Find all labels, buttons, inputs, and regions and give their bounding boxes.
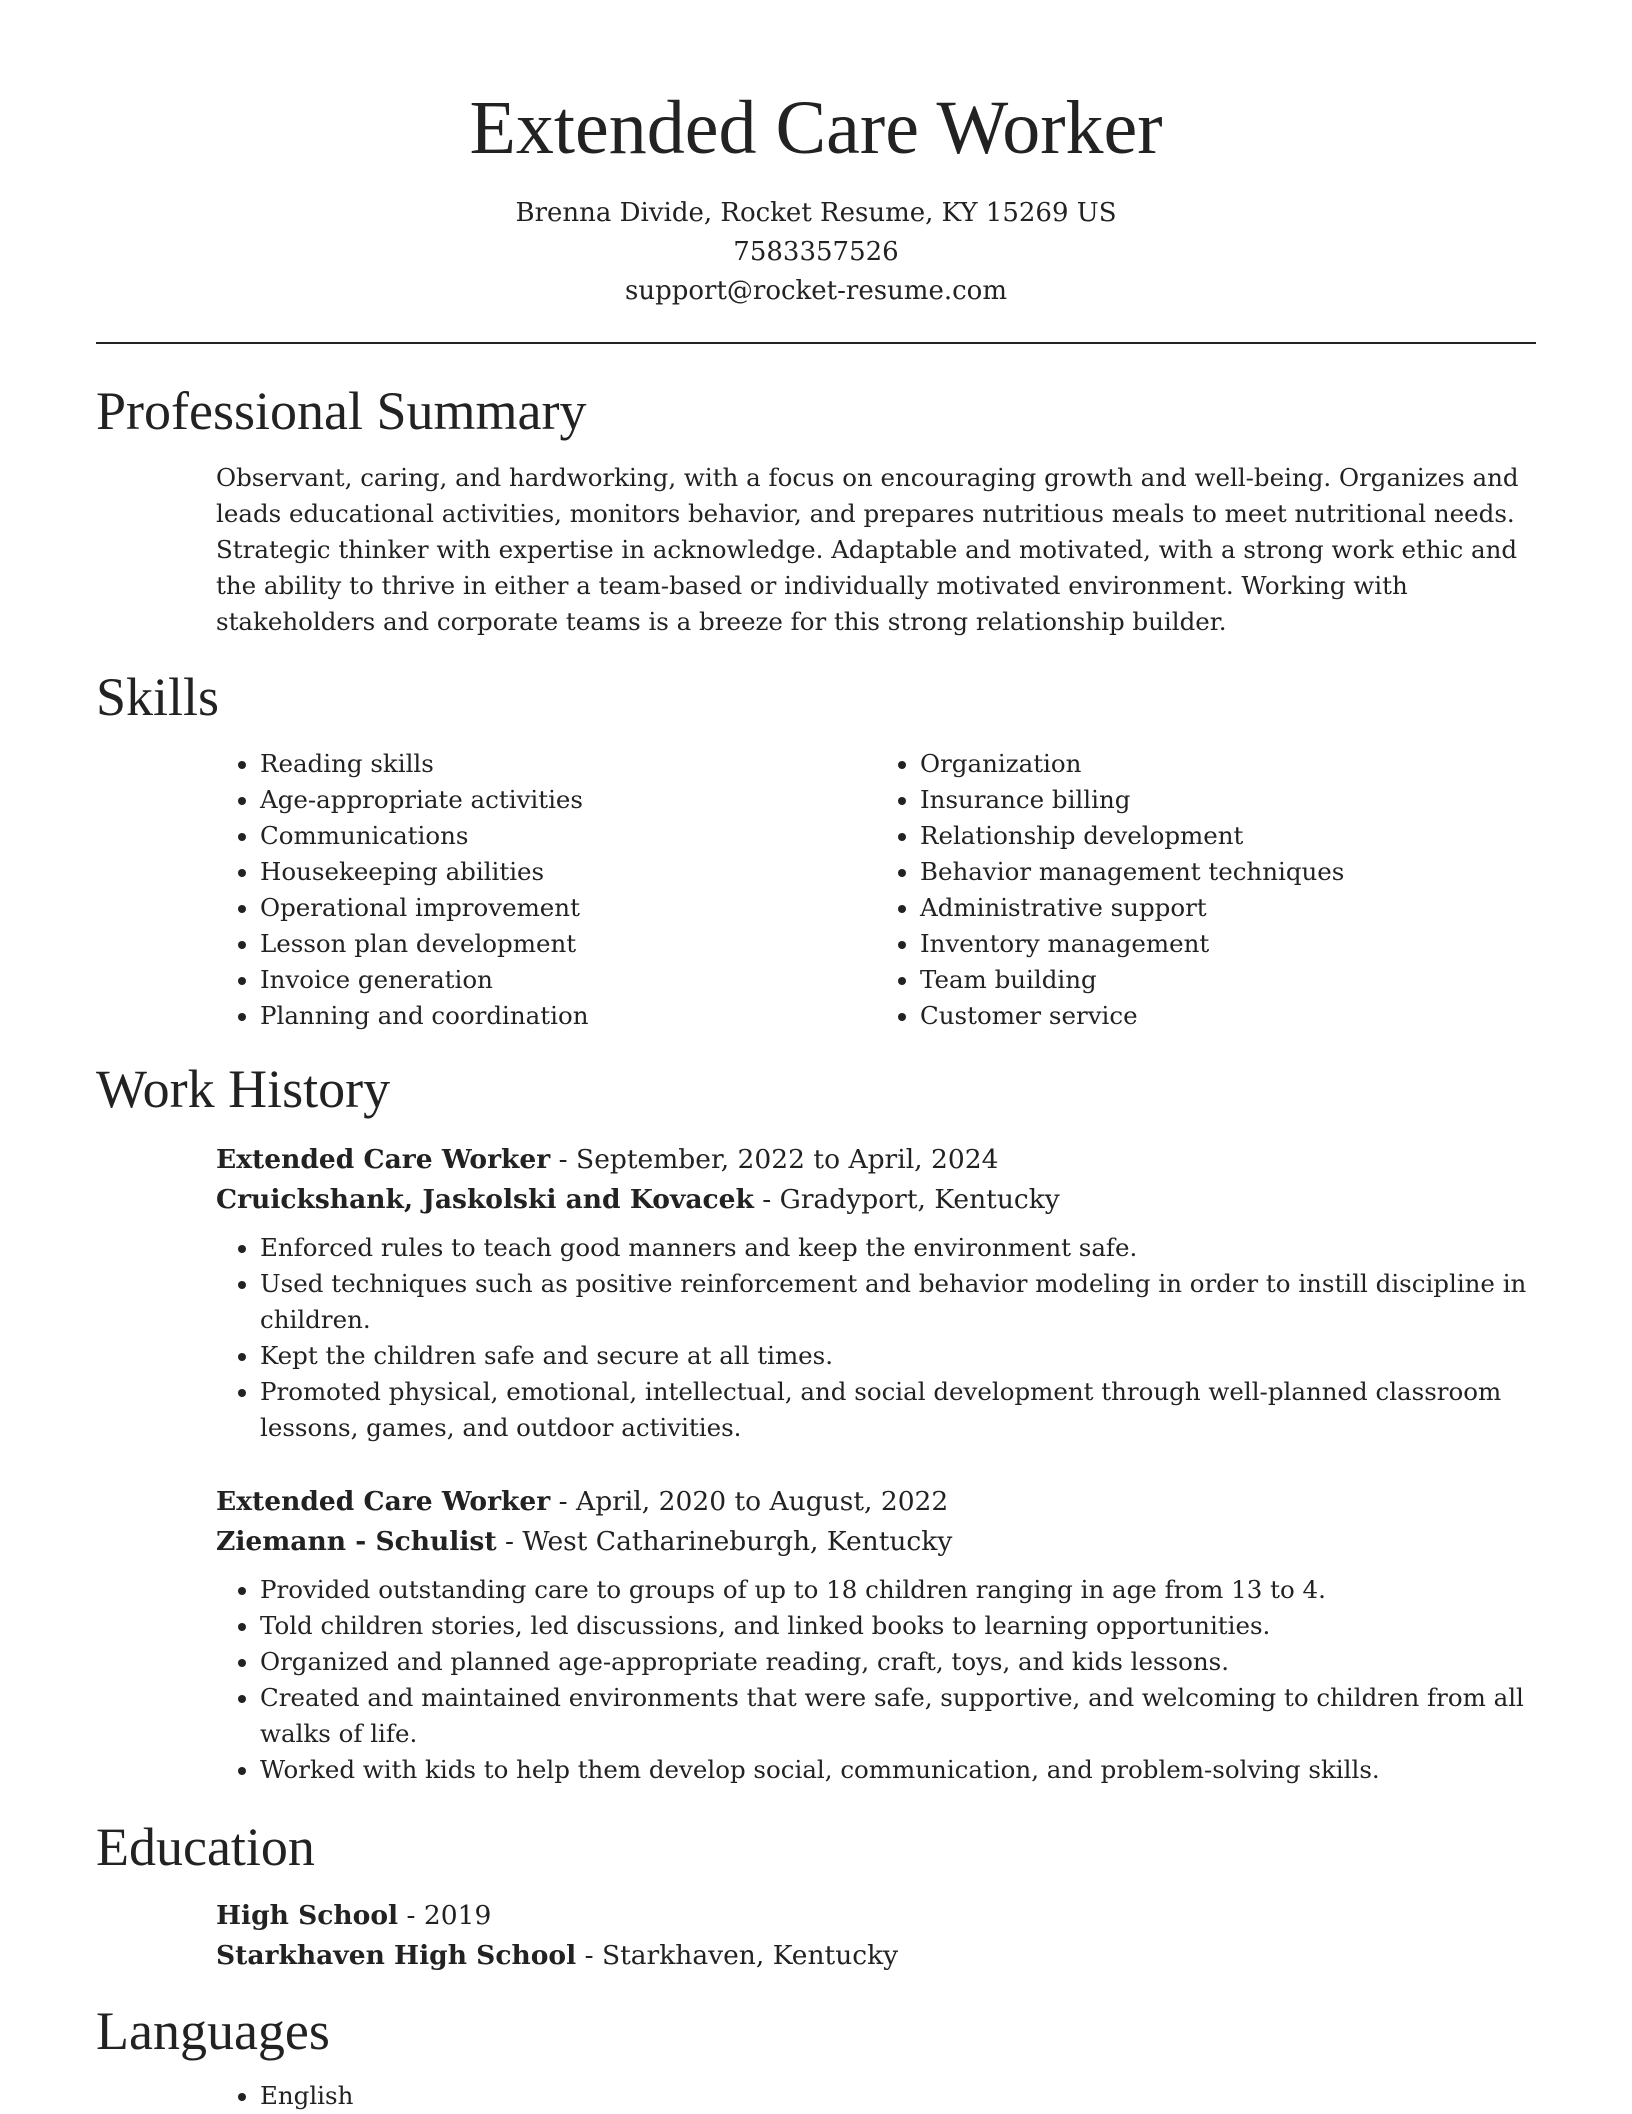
summary-section [216,460,1536,640]
skill-item: • Invoice generation [260,962,876,998]
job-duties [216,1572,1536,1788]
candidate-name: Extended Care Worker [469,86,1163,170]
job-role: Extended Care Worker [216,1144,551,1175]
education-year: - 2019 [398,1900,492,1931]
contact-address: Brenna Divide, Rocket Resume, KY 15269 US [515,198,1117,228]
skill-item: • Planning and coordination [260,998,876,1034]
job-duty-item: • Worked with kids to help them develop social, communication, and problem-solving skills. [260,1752,1536,1788]
education-heading: Education [96,1817,315,1877]
education-degree: High School [216,1900,399,1931]
resume-header [0,0,1632,311]
job-company: Ziemann - Schulist [216,1526,497,1557]
summary-text: Observant, caring, and hardworking, with a focus on encouraging growth and well-being. Organizes and leads educational activities, monitors behavior, and prepares nutritious meals to meet nutritional needs. Strategic thinker with expertise in acknowledge. Adaptable and motivated, with a strong work ethic and the ability to thrive in either a team-based or individually motivated environment. Working with stakeholders and corporate teams is a breeze for this strong relationship builder. [216,463,1519,636]
contact-email: support@rocket-resume.com [624,276,1007,306]
skill-item: • Age-appropriate activities [260,782,876,818]
job-entry [216,1140,1536,1446]
languages-heading: Languages [96,2001,330,2061]
job-duty-item: • Organized and planned age-appropriate reading, craft, toys, and kids lessons. [260,1644,1536,1680]
skills-list-right [876,746,1536,1034]
education-school-line [216,1936,1536,1976]
education-school: Starkhaven High School [216,1940,577,1971]
skill-item: • Reading skills [260,746,876,782]
skill-item: • Communications [260,818,876,854]
skill-item: • Team building [920,962,1536,998]
job-duty-item: • Provided outstanding care to groups of up to 18 children ranging in age from 13 to 4. [260,1572,1536,1608]
job-duties [216,1230,1536,1446]
job-dates: - April, 2020 to August, 2022 [550,1486,949,1517]
skills-section [216,746,1536,1034]
skill-item: • Relationship development [920,818,1536,854]
job-entry [216,1482,1536,1788]
contact-info [0,194,1632,311]
languages-list [216,2078,1536,2114]
skills-list-left [216,746,876,1034]
language-item: • English [260,2078,1536,2114]
job-role: Extended Care Worker [216,1486,551,1517]
languages-section [216,2078,1536,2114]
skill-item: • Administrative support [920,890,1536,926]
job-company-line [216,1522,1536,1562]
education-entry [216,1896,1536,1976]
job-dates: - September, 2022 to April, 2024 [550,1144,999,1175]
skill-item: • Insurance billing [920,782,1536,818]
skill-item: • Organization [920,746,1536,782]
job-title-line [216,1482,1536,1522]
job-duty-item: • Used techniques such as positive reinforcement and behavior modeling in order to instill discipline in children. [260,1266,1536,1338]
header-divider [96,342,1536,344]
skill-item: • Inventory management [920,926,1536,962]
work-history-heading: Work History [96,1059,391,1119]
job-location: - Gradyport, Kentucky [753,1184,1060,1215]
job-duty-item: • Kept the children safe and secure at all times. [260,1338,1536,1374]
skill-item: • Operational improvement [260,890,876,926]
skill-item: • Customer service [920,998,1536,1034]
skill-item: • Lesson plan development [260,926,876,962]
job-location: - West Catharineburgh, Kentucky [496,1526,953,1557]
education-degree-line [216,1896,1536,1936]
job-duty-item: • Enforced rules to teach good manners and keep the environment safe. [260,1230,1536,1266]
job-duty-item: • Promoted physical, emotional, intellectual, and social development through well-planned classroom lessons, games, and outdoor activities. [260,1374,1536,1446]
contact-phone: 7583357526 [733,237,899,267]
job-title-line [216,1140,1536,1180]
skill-item: • Housekeeping abilities [260,854,876,890]
education-location: - Starkhaven, Kentucky [576,1940,899,1971]
job-duty-item: • Created and maintained environments that were safe, supportive, and welcoming to children from all walks of life. [260,1680,1536,1752]
skills-heading: Skills [96,667,220,727]
job-duty-item: • Told children stories, led discussions, and linked books to learning opportunities. [260,1608,1536,1644]
skill-item: • Behavior management techniques [920,854,1536,890]
job-company: Cruickshank, Jaskolski and Kovacek [216,1184,754,1215]
summary-heading: Professional Summary [96,381,587,441]
job-company-line [216,1180,1536,1220]
